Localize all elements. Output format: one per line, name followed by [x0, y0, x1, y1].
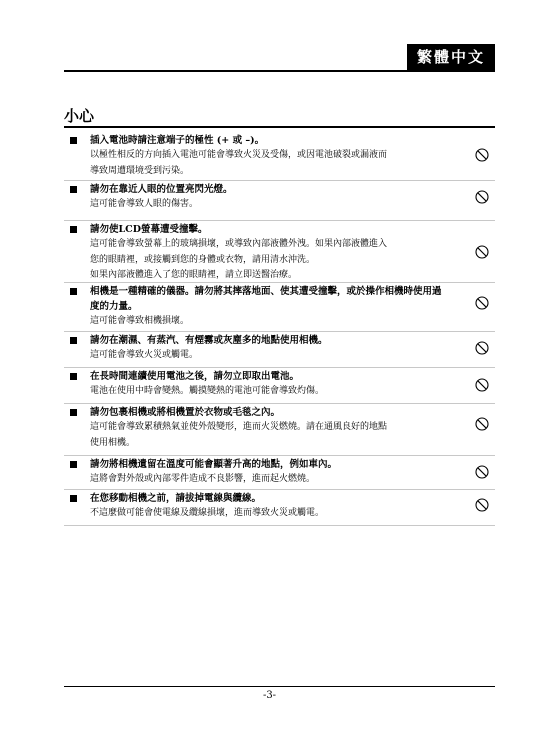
caution-text [90, 491, 450, 522]
caution-body-line: 導致周遭環境受到污染。 [90, 165, 190, 176]
square-bullet-icon [70, 461, 77, 468]
prohibition-icon [475, 148, 489, 162]
caution-item [64, 222, 495, 283]
caution-body-line: 這可能會導致累積熱氣並使外殼變形，進而火災燃燒。請在通風良好的地點 [90, 422, 388, 432]
caution-heading: 請勿在潮濕、有蒸汽、有煙霧或灰塵多的地點使用相機。 [90, 335, 328, 346]
caution-body-line: 如果內部液體進入了您的眼睛裡，請立即送醫治療。 [90, 270, 298, 280]
caution-text [90, 182, 450, 213]
caution-body-line: 這可能會導致相機損壞。 [90, 316, 190, 326]
section-title: 小心 [64, 107, 95, 125]
caution-text [90, 133, 450, 179]
caution-text [90, 405, 450, 451]
caution-text [90, 457, 450, 488]
caution-heading: 插入電池時請注意端子的極性 (+ 或 –)。 [90, 135, 265, 146]
caution-text [90, 222, 450, 284]
square-bullet-icon [70, 226, 77, 233]
caution-heading: 在長時間連續使用電池之後，請勿立即取出電池。 [90, 371, 300, 382]
square-bullet-icon [70, 288, 77, 295]
caution-heading: 請勿在靠近人眼的位置亮閃光燈。 [90, 184, 233, 195]
page-number: -3- [262, 690, 277, 701]
caution-body-line: 以極性相反的方向插入電池可能會導致火災及受傷，或因電池破裂或漏液而 [90, 150, 388, 160]
caution-heading: 在您移動相機之前，請拔掉電線與纜線。 [90, 493, 262, 504]
title-rule [64, 126, 495, 128]
caution-body-line: 電池在使用中時會變熱。觸摸變熱的電池可能會導致灼傷。 [90, 386, 325, 396]
caution-heading: 請勿將相機遺留在溫度可能會顯著升高的地點，例如車內。 [90, 459, 338, 470]
caution-item [64, 182, 495, 221]
caution-heading: 請勿使LCD螢幕遭受撞擊。 [90, 224, 208, 235]
prohibition-icon [475, 417, 489, 431]
caution-text [90, 333, 450, 364]
caution-heading: 請勿包裹相機或將相機置於衣物或毛毯之內。 [90, 407, 281, 418]
caution-body-line: 不這麼做可能會使電線及纜線損壞，進而導致火災或觸電。 [90, 508, 325, 518]
caution-text [90, 369, 450, 400]
caution-heading: 相機是一種精確的儀器。請勿將其摔落地面、使其遭受撞擊，或於操作相機時使用過度的力量。 [90, 286, 442, 312]
caution-body-line: 這可能會導致火災或觸電。 [90, 350, 199, 360]
caution-body-line: 這將會對外殼或內部零件造成不良影響，進而起火燃燒。 [90, 474, 316, 484]
caution-text [90, 284, 450, 330]
square-bullet-icon [70, 337, 77, 344]
caution-item [64, 369, 495, 404]
square-bullet-icon [70, 373, 77, 380]
prohibition-icon [475, 378, 489, 392]
prohibition-icon [475, 341, 489, 355]
caution-item [64, 284, 495, 332]
prohibition-icon [475, 498, 489, 512]
caution-body-line: 您的眼睛裡，或接觸到您的身體或衣物，請用清水沖洗。 [90, 254, 316, 265]
prohibition-icon [475, 190, 489, 204]
footer-rule [64, 686, 495, 687]
prohibition-icon [475, 245, 489, 259]
square-bullet-icon [70, 409, 77, 416]
language-tab: 繁體中文 [407, 44, 495, 70]
caution-item [64, 457, 495, 490]
prohibition-icon [475, 465, 489, 479]
caution-item [64, 491, 495, 526]
square-bullet-icon [70, 137, 77, 144]
square-bullet-icon [70, 186, 77, 193]
caution-item [64, 333, 495, 368]
prohibition-icon [475, 296, 489, 310]
caution-item [64, 405, 495, 456]
caution-body-line: 這可能會導致螢幕上的玻璃損壞，或導致內部液體外洩。如果內部液體進入 [90, 239, 388, 249]
caution-body-line: 使用相機。 [90, 437, 136, 448]
square-bullet-icon [70, 495, 77, 502]
caution-body-line: 這可能會導致人眼的傷害。 [90, 199, 199, 209]
header-rule [64, 70, 495, 72]
caution-item [64, 133, 495, 181]
